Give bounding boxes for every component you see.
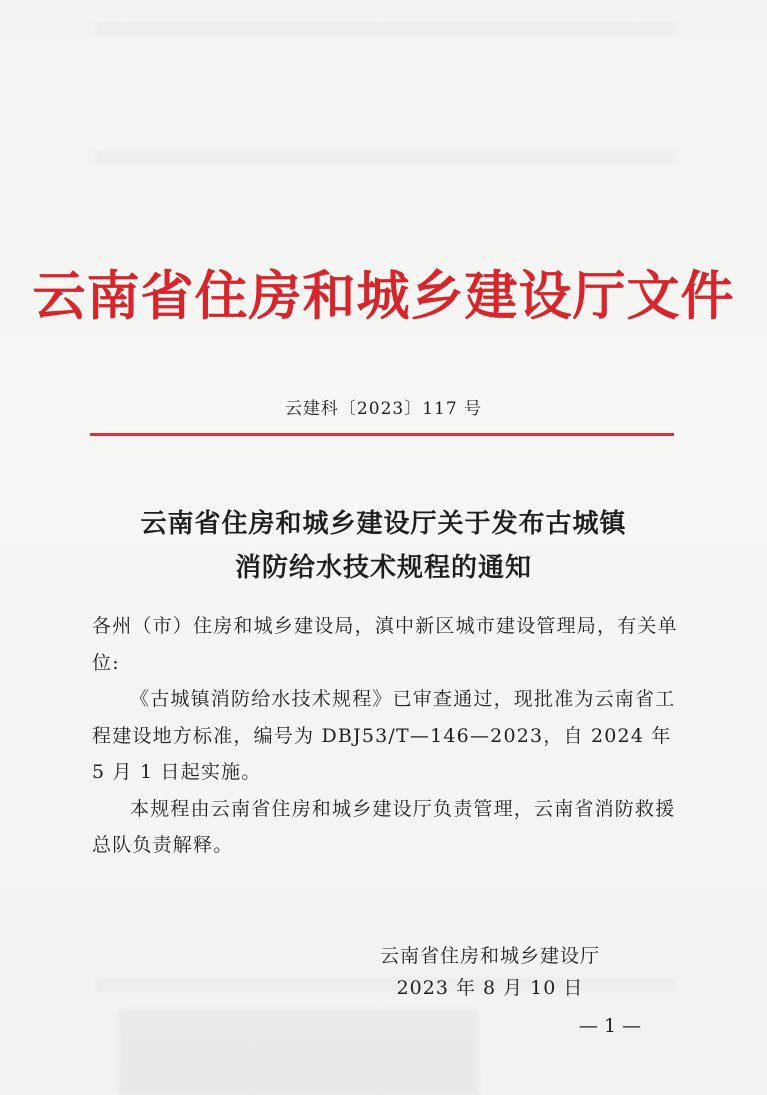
- notice-title-line-2: 消防给水技术规程的通知: [234, 553, 532, 583]
- page-number: — 1 —: [578, 1015, 642, 1037]
- management-paragraph: 本规程由云南省住房和城乡建设厅负责管理，云南省消防救援总队负责解释。: [92, 797, 676, 856]
- signature-block: [340, 940, 640, 1004]
- approval-paragraph: 《古城镇消防给水技术规程》已审查通过，现批准为云南省工程建设地方标准，编号为 DBJ53/T—146—2023，自 2024 年 5 月 1 日起实施。: [92, 688, 676, 783]
- issuer-title: 云南省住房和城乡建设厅文件: [32, 266, 735, 327]
- red-divider: [90, 433, 674, 436]
- addressee-paragraph: 各州（市）住房和城乡建设局，滇中新区城市建设管理局，有关单位:: [92, 615, 678, 674]
- scan-artifact: [95, 150, 675, 164]
- signature-organization: 云南省住房和城乡建设厅: [379, 945, 600, 967]
- signature-date: 2023 年 8 月 10 日: [396, 977, 584, 999]
- notice-body: [92, 608, 678, 864]
- notice-title: [0, 502, 767, 590]
- notice-title-line-1: 云南省住房和城乡建设厅关于发布古城镇: [140, 509, 627, 539]
- scan-artifact: [118, 1010, 478, 1095]
- scan-artifact: [95, 22, 675, 36]
- document-number: 云建科〔2023〕117 号: [284, 399, 483, 419]
